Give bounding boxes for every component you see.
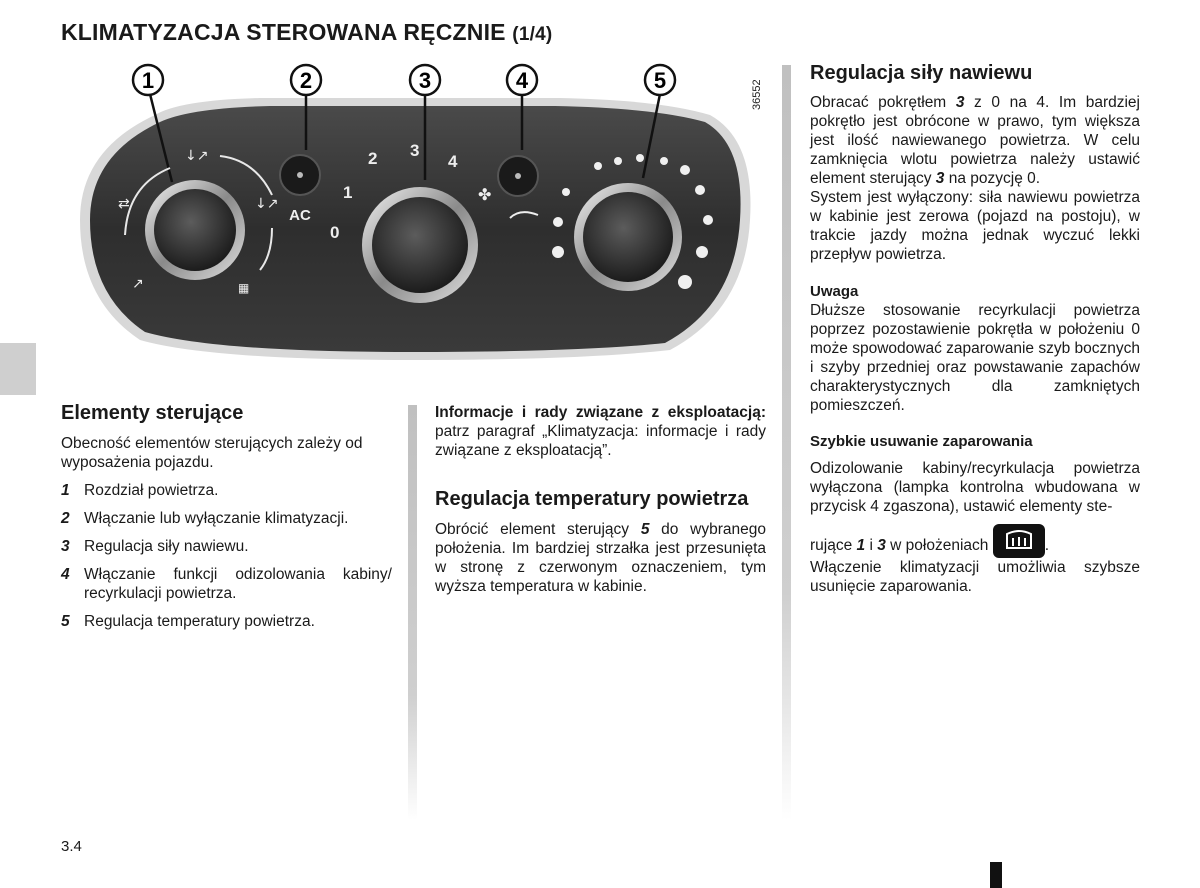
temperature-paragraph: Obrócić element sterujący 5 do wybranego położenia. Im bardziej strzałka jest przesunięta w stronę z czerwonym oznaczeniem, tym wyższa temperatura w kabinie. [435,521,766,595]
item-number: 3 [61,538,70,555]
warning-paragraph: Dłuższe stosowanie recyrkulacji powietrza poprzez pozostawienie pokrętła w położeniu 0 może spowodować zaparowanie szyb bocznych i szyby przedniej oraz powstawanie zapachów charakterystycznych dla zamkniętych pomieszczeń. [810,302,1140,414]
section-side-tab [0,343,36,395]
svg-text:2: 2 [368,149,378,168]
airflow-column [810,61,1140,596]
temperature-heading: Regulacja temperatury powietrza [435,488,749,510]
figure-image-id: 36552 [751,79,763,110]
info-paragraph [435,403,766,460]
column-divider [408,405,417,820]
item-text: Rozdział powietrza. [84,482,219,499]
svg-text:1: 1 [141,68,155,93]
svg-text:5: 5 [653,68,667,93]
page-title-text: KLIMATYZACJA STEROWANA RĘCZNIE [61,19,506,45]
defog-paragraph: Odizolowanie kabiny/recyrkulacja powietrza wyłączona (lampka kontrolna wbudowana w przycisk 4 zgaszona), ustawić elementy ste- [810,460,1140,515]
defrost-icon [993,524,1045,558]
controls-heading: Elementy sterujące [61,402,244,424]
page-edge-marker [990,862,1002,888]
info-lead: Informacje i rady związane z eksploatacją: [435,404,766,421]
item-text: Regulacja siły nawiewu. [84,538,249,555]
svg-text:✤: ✤ [478,185,492,204]
airflow-paragraph: Obracać pokrętłem 3 z 0 na 4. Im bardziej pokrętło jest obrócone w prawo, tym większa jest ilość nawiewanego powietrza. W celu zamknięcia wlotu powietrza należy ustawić element sterujący 3 na pozycję 0. [810,94,1140,187]
info-column [435,403,766,596]
page-title-part: (1/4) [512,24,553,45]
warning-heading: Uwaga [810,283,859,300]
callout-2 [291,65,321,95]
item-text: Włączanie lub wyłączanie klimatyzacji. [84,510,349,527]
info-text: patrz paragraf „Klimatyzacja: informacje i rady związane z eksploatacją”. [435,423,766,459]
defog-positions-paragraph: rujące 1 i 3 w położeniach . [810,524,1140,558]
controls-intro: Obecność elementów sterujących zależy od wyposażenia pojazdu. [61,435,363,471]
svg-text:3: 3 [418,68,432,93]
callout-markers [133,65,675,95]
svg-text:4: 4 [515,68,529,93]
svg-text:AC: AC [289,207,311,224]
svg-text:0: 0 [330,223,340,242]
defog-heading: Szybkie usuwanie zaparowania [810,433,1033,450]
column-divider [782,65,791,820]
ac-defog-paragraph: Włączenie klimatyzacji umożliwia szybsze usunięcie zaparowania. [810,559,1140,595]
list-item [61,612,392,631]
page-number: 3.4 [61,838,82,855]
list-item [61,509,392,528]
item-number: 1 [61,482,70,499]
list-item [61,565,392,603]
svg-text:⇄: ⇄ [118,196,130,212]
callout-4 [507,65,537,95]
callout-1 [133,65,163,95]
item-text: Regulacja temperatury powietrza. [84,613,315,630]
item-text: Włączanie funkcji odizolowania kabiny/ recyrkulacji powietrza. [84,566,392,602]
item-number: 4 [61,566,70,583]
svg-text:2: 2 [299,68,313,93]
control-panel-illustration [60,60,763,380]
svg-text:▦: ▦ [238,281,250,295]
page-title [61,19,552,46]
callout-5 [645,65,675,95]
item-number: 2 [61,510,70,527]
svg-text:↗: ↗ [132,276,144,292]
item-number: 5 [61,613,70,630]
svg-text:3: 3 [410,141,420,160]
airflow-heading: Regulacja siły nawiewu [810,62,1033,84]
system-off-paragraph: System jest wyłączony: siła nawiewu powietrza w kabinie jest zerowa (pojazd na postoju), w trakcie jazdy można jednak wyczuć lekki przepływ powietrza. [810,189,1140,263]
list-item [61,537,392,556]
callout-3 [410,65,440,95]
svg-text:1: 1 [343,183,353,202]
list-item [61,481,392,500]
controls-column [61,401,392,631]
svg-text:4: 4 [448,152,458,171]
svg-text:↓↗: ↓↗ [185,148,209,164]
svg-text:↓↗: ↓↗ [255,196,279,212]
